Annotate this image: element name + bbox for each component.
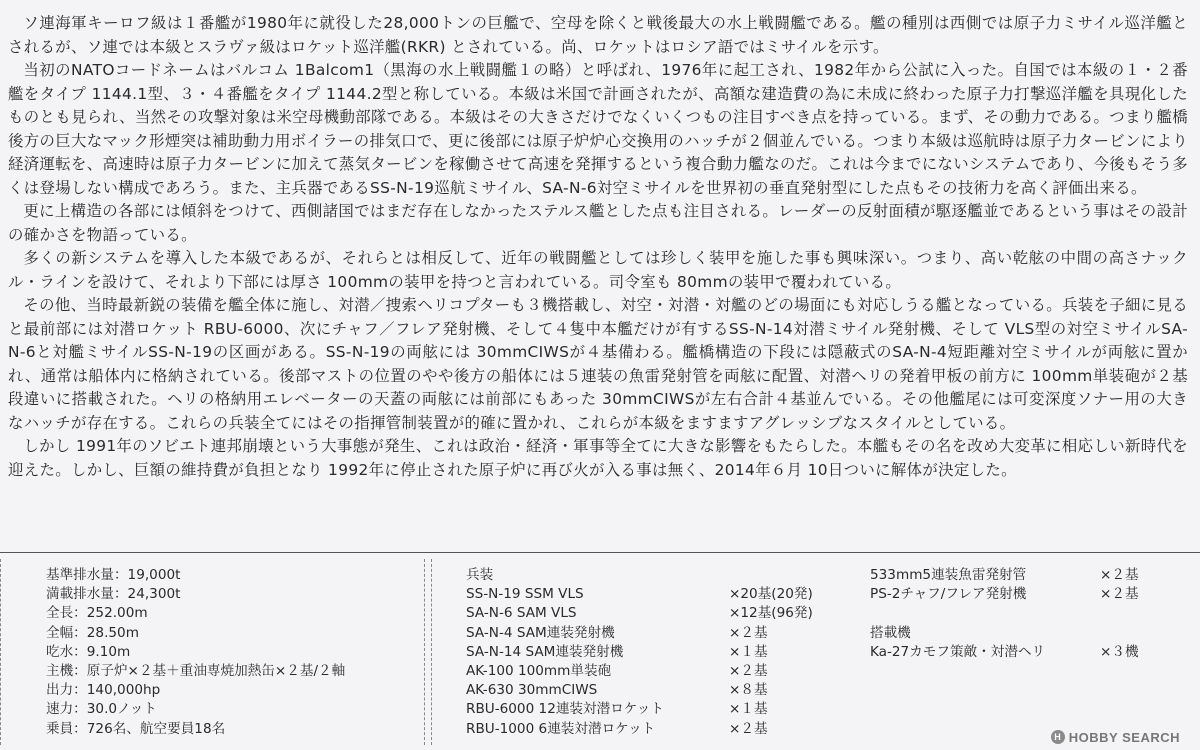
weapon-qty: ×２基	[1100, 567, 1139, 583]
spec-row	[46, 681, 345, 700]
aircraft-qty: ×３機	[1100, 643, 1139, 660]
article-paragraph: 更に上構造の各部には傾斜をつけて、西側諸国ではまだ存在しなかったステルス艦とした点も注目される。レーダーの反射面積が駆逐艦並であるという事はその設計の確かさを物語っている。	[8, 202, 1188, 244]
armament-row	[870, 585, 1170, 604]
spec-row	[46, 662, 345, 681]
spacer	[870, 604, 1170, 623]
spec-text: 速力：30.0ノット	[46, 701, 157, 718]
spec-row	[46, 585, 345, 604]
weapon-name: AK-100 100mm単装砲	[466, 663, 612, 680]
article-paragraph: しかし 1991年のソビエト連邦崩壊という大事態が発生、これは政治・経済・軍事等全てに大きな影響をもたらした。本艦もその名を改め大変革に相応しい新時代を迎えた。しかし、巨額の維持費が負担となり 1992年に停止された原子炉に再び火が入る事は無く、2014年６月 10日ついに解体が決定した。	[8, 437, 1188, 479]
weapon-name: PS-2チャフ/フレア発射機	[870, 586, 1027, 603]
weapon-name: SA-N-4 SAM連装発射機	[466, 624, 615, 641]
armament-row	[466, 720, 846, 739]
spec-row	[46, 624, 345, 643]
weapon-name: AK-630 30mmCIWS	[466, 682, 598, 699]
article-paragraph: ソ連海軍キーロフ級は１番艦が1980年に就役した28,000トンの巨艦で、空母を除くと戦後最大の水上戦闘艦である。艦の種別は西側では原子力ミサイル巡洋艦とされるが、ソ連では本級とスラヴァ級はロケット巡洋艦(RKR) とされている。尚、ロケットはロシア語ではミサイルを示す。	[8, 14, 1188, 56]
spec-text: 吃水：9.10m	[46, 643, 131, 660]
aircraft-row	[870, 643, 1170, 662]
article-paragraph: 多くの新システムを導入した本級であるが、それらとは相反して、近年の戦闘艦としては珍しく装甲を施した事も興味深い。つまり、高い乾舷の中間の高さナックル・ラインを設けて、それより下部には厚さ 100mmの装甲を持つと言われている。司令室も 80mmの装甲で覆われている。	[8, 249, 1188, 291]
weapon-qty: ×２基	[729, 720, 768, 737]
weapon-name: RBU-1000 6連装対潜ロケット	[466, 720, 656, 737]
weapon-qty: ×20基(20発)	[729, 586, 813, 603]
weapon-qty: ×２基	[729, 663, 768, 680]
weapon-name: SA-N-6 SAM VLS	[466, 605, 577, 622]
weapon-qty: ×１基	[729, 701, 768, 718]
armament-heading: 兵装	[466, 567, 494, 583]
armament-row	[466, 681, 846, 700]
weapon-qty: ×１基	[729, 643, 768, 660]
armament-row	[466, 662, 846, 681]
spec-row	[46, 643, 345, 662]
weapon-qty: ×２基	[1100, 586, 1139, 603]
article	[8, 12, 1188, 482]
weapon-name: 533mm5連装魚雷発射管	[870, 567, 1027, 583]
logo-icon: H	[1051, 730, 1065, 744]
spec-text: 基準排水量：19,000t	[46, 567, 181, 583]
spec-text: 全長：252.00m	[46, 605, 148, 622]
spec-row	[46, 566, 345, 585]
spec-row	[46, 720, 345, 739]
weapon-qty: ×８基	[729, 682, 768, 699]
armament-row	[466, 624, 846, 643]
armament-row	[466, 604, 846, 623]
aircraft-name: Ka-27カモフ策敵・対潜ヘリ	[870, 643, 1046, 660]
armament-box-border	[431, 559, 432, 745]
weapon-name: SA-N-14 SAM連装発射機	[466, 643, 624, 660]
armament-row	[466, 700, 846, 719]
basic-spec-list	[46, 566, 345, 739]
spec-section	[0, 553, 1200, 750]
armament-list-continued	[870, 566, 1170, 662]
weapon-qty: ×２基	[729, 624, 768, 641]
armament-list	[466, 566, 846, 739]
weapon-qty: ×12基(96発)	[729, 605, 813, 622]
spec-text: 出力：140,000hp	[46, 682, 161, 699]
spec-text: 全幅：28.50m	[46, 624, 139, 641]
armament-row	[466, 585, 846, 604]
logo-text: HOBBY SEARCH	[1068, 729, 1180, 745]
armament-row	[870, 566, 1170, 585]
article-paragraph: その他、当時最新鋭の装備を艦全体に施し、対潜／捜索ヘリコプターも３機搭載し、対空・対潜・対艦のどの場面にも対応しうる艦となっている。兵装を子細に見ると最前部には対潜ロケット RBU-6000、次にチャフ／フレア発射機、そして４隻中本艦だけが有するSS-N-14対潜ミサイル発射機、そして VLS型の対空ミサイルSA-N-6と対艦ミサイルSS-N-19の区画がある。SS-N-19の両舷には 30mmCIWSが４基備わる。艦橋構造の下段には隠蔽式のSA-N-4短距離対空ミサイルが両舷に置かれ、通常は船体内に格納されている。後部マストの位置のやや後方の船体には５連装の魚雷発射管を両舷に配置、対潜ヘリの発着甲板の前方に 100mm単装砲が２基段違いに搭載された。ヘリの格納用エレベーターの天蓋の両舷には前部にもあった 30mmCIWSが左右合計４基並んでいる。その他艦尾には可変深度ソナー用の大きなハッチが存在する。これらの兵装全てにはその指揮管制装置が的確に置かれ、これらが本級をますますアグレッシブなスタイルとしている。	[8, 296, 1188, 432]
aircraft-heading: 搭載機	[870, 624, 911, 641]
spec-row	[46, 604, 345, 623]
weapon-name: SS-N-19 SSM VLS	[466, 586, 584, 603]
watermark-logo	[1051, 728, 1180, 747]
armament-row	[466, 643, 846, 662]
spec-row	[46, 700, 345, 719]
weapon-name: RBU-6000 12連装対潜ロケット	[466, 701, 664, 718]
spec-text: 満載排水量：24,300t	[46, 586, 181, 603]
spec-text: 主機：原子炉×２基＋重油専焼加熱缶×２基/２軸	[46, 663, 346, 680]
spec-text: 乗員：726名、航空要員18名	[46, 720, 226, 737]
article-paragraph: 当初のNATOコードネームはバルコム 1Balcom1（黒海の水上戦闘艦１の略）と呼ばれ、1976年に起工され、1982年から公試に入った。自国では本級の１・２番艦をタイプ 1144.1型、３・４番艦をタイプ 1144.2型と称している。本級は米国で計画されたが、高額な建造費の為に未成に終わった原子力打撃巡洋艦を具現化したものとも見られ、当然その攻撃対象は米空母機動部隊である。本級はその大きさだけでなくいくつもの注目すべき点を持っている。まず、その動力である。つまり艦橋後方の巨大なマック形煙突は補助動力用ボイラーの排気口で、更に後部には原子炉炉心交換用のハッチが２個並んでいる。つまり本級は巡航時は原子力タービンにより経済運転を、高速時は原子力タービンに加えて蒸気タービンを稼働させて高速を発揮するという複合動力艦なのだ。これは今までにないシステムであり、今後もそう多くは登場しない構成であろう。また、主兵器であるSS-N-19巡航ミサイル、SA-N-6対空ミサイルを世界初の垂直発射型にした点もその技術力を高く評価出来る。	[8, 61, 1188, 197]
